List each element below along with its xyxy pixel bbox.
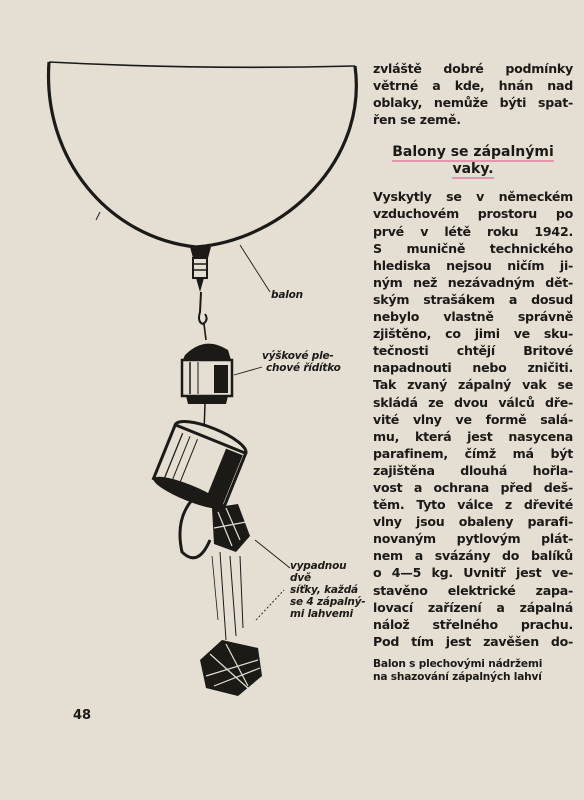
section-heading <box>373 144 573 178</box>
text-line: vost a ochrana před deš- <box>373 479 573 495</box>
drop-label-line: se 4 zápalný- <box>290 596 366 608</box>
drop-label-line: vypadnou dvě <box>290 560 347 584</box>
text-line: mu, která jest nasycena <box>373 428 573 444</box>
text-line: větrné a kde, hnán nad <box>373 78 573 94</box>
text-line: ným než nezávadným dět- <box>373 274 573 290</box>
text-line: o 4—5 kg. Uvnitř jest ve- <box>373 565 573 581</box>
regulator-label <box>262 350 341 374</box>
text-line: zvláště dobré podmínky <box>373 61 573 76</box>
text-line: těm. Tyto válce z dřevité <box>373 497 573 513</box>
text-line: tečnosti chtějí Britové <box>373 343 573 359</box>
text-line: ským strašákem a dosud <box>373 291 573 307</box>
text-line: oblaky, nemůže býti spat- <box>373 95 573 111</box>
heading-line: vaky. <box>452 161 494 178</box>
text-line: nem a svázány do balíků <box>373 548 573 564</box>
text-line: novaným pytlovým plát- <box>373 531 573 547</box>
text-line: nálož střelného prachu. <box>373 616 573 632</box>
text-line: vlny jsou obaleny parafi- <box>373 514 573 530</box>
regulator-label-line: chové řídítko <box>266 362 341 374</box>
text-line: nebylo vlastně správně <box>373 309 573 325</box>
text-column <box>373 60 573 684</box>
caption-line: na shazování zápalných lahví <box>373 670 542 683</box>
drop-label-line: mi lahvemi <box>290 608 353 620</box>
text-line: vzduchovém prostoru po <box>373 206 573 222</box>
intro-paragraph <box>373 60 573 128</box>
text-line: zajištěna dlouhá hořla- <box>373 462 573 478</box>
text-line: stavěno elektrické zapa- <box>373 582 573 598</box>
text-line: lovací zařízení a zápalná <box>373 599 573 615</box>
text-line: vité vlny ve formě salá- <box>373 411 573 427</box>
text-line: napadnouti nebo zničiti. <box>373 360 573 376</box>
text-line: prvé v létě roku 1942. <box>373 223 573 239</box>
text-line: S muničně technického <box>373 240 573 256</box>
heading-line: Balony se zápalnými <box>392 144 554 161</box>
text-line: zjištěno, co jimi ve sku- <box>373 326 573 342</box>
balloon-label: balon <box>271 289 303 301</box>
body-paragraph <box>373 188 573 650</box>
text-line: Vyskytly se v německém <box>373 189 573 205</box>
text-line: skládá ze dvou válců dře- <box>373 394 573 410</box>
drop-label-line: síťky, každá <box>290 584 358 596</box>
text-line: parafinem, čímž má být <box>373 445 573 461</box>
text-line: Pod tím jest zavěšen do- <box>373 633 573 649</box>
text-line: hlediska nejsou ničím ji- <box>373 257 573 273</box>
regulator-label-line: výškové ple- <box>262 350 334 362</box>
caption-line: Balon s plechovými nádržemi <box>373 657 543 670</box>
drop-label <box>290 560 370 620</box>
text-line: Tak zvaný zápalný vak se <box>373 377 573 393</box>
text-line: řen se země. <box>373 112 461 128</box>
figure-caption <box>373 658 573 684</box>
page-number: 48 <box>73 708 92 723</box>
